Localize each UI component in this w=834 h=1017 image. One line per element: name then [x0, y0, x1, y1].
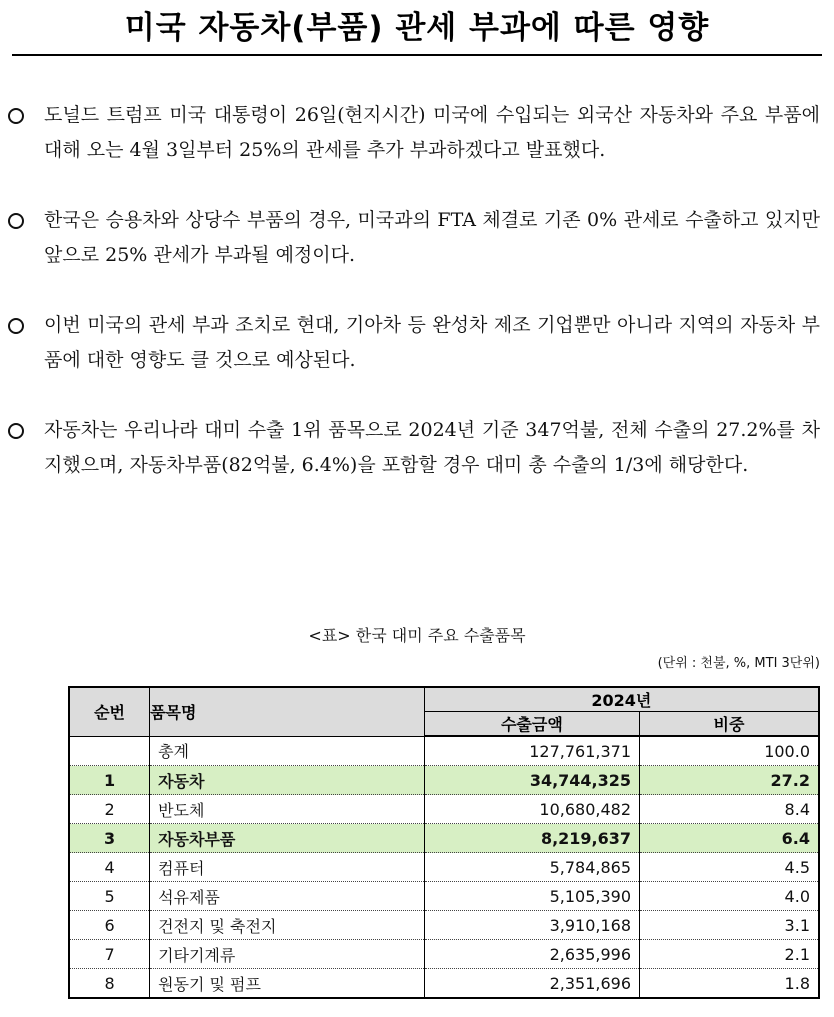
row-no: 2	[69, 795, 150, 824]
table-row	[69, 940, 819, 969]
row-share: 4.5	[640, 853, 819, 882]
bullet-item	[44, 98, 820, 168]
header-no: 순번	[69, 687, 150, 736]
row-item-name: 자동차부품	[150, 824, 425, 853]
row-share: 100.0	[640, 736, 819, 766]
row-item-name: 자동차	[150, 766, 425, 795]
row-export-amount: 2,351,696	[424, 969, 639, 999]
document-title: 미국 자동차(부품) 관세 부과에 따른 영향	[124, 10, 710, 46]
table-row	[69, 766, 819, 795]
row-export-amount: 3,910,168	[424, 911, 639, 940]
table-row	[69, 736, 819, 766]
hollow-circle-bullet-icon	[8, 423, 24, 439]
table-row	[69, 882, 819, 911]
header-year: 2024년	[424, 687, 819, 712]
row-share: 1.8	[640, 969, 819, 999]
table-unit-note: (단위 : 천불, %, MTI 3단위)	[657, 656, 820, 671]
row-share: 8.4	[640, 795, 819, 824]
hollow-circle-bullet-icon	[8, 213, 24, 229]
header-share: 비중	[640, 712, 819, 737]
row-item-name: 석유제품	[150, 882, 425, 911]
row-no: 5	[69, 882, 150, 911]
bullet-list	[0, 98, 834, 518]
row-no: 4	[69, 853, 150, 882]
title-underline	[12, 54, 822, 56]
export-items-table	[68, 686, 820, 999]
table-row	[69, 969, 819, 999]
row-share: 2.1	[640, 940, 819, 969]
row-share: 3.1	[640, 911, 819, 940]
row-export-amount: 10,680,482	[424, 795, 639, 824]
row-no: 8	[69, 969, 150, 999]
bullet-text: 도널드 트럼프 미국 대통령이 26일(현지시간) 미국에 수입되는 외국산 자동차와 주요 부품에 대해 오는 4월 3일부터 25%의 관세를 추가 부과하겠다고 발표했다.	[44, 104, 820, 161]
row-no: 6	[69, 911, 150, 940]
hollow-circle-bullet-icon	[8, 318, 24, 334]
bullet-item	[44, 413, 820, 483]
row-share: 6.4	[640, 824, 819, 853]
row-export-amount: 127,761,371	[424, 736, 639, 766]
row-item-name: 반도체	[150, 795, 425, 824]
row-share: 27.2	[640, 766, 819, 795]
bullet-item	[44, 308, 820, 378]
table-row	[69, 853, 819, 882]
row-export-amount: 2,635,996	[424, 940, 639, 969]
row-no: 3	[69, 824, 150, 853]
row-export-amount: 8,219,637	[424, 824, 639, 853]
row-no	[69, 736, 150, 766]
row-export-amount: 5,784,865	[424, 853, 639, 882]
row-no: 1	[69, 766, 150, 795]
row-no: 7	[69, 940, 150, 969]
row-share: 4.0	[640, 882, 819, 911]
row-export-amount: 5,105,390	[424, 882, 639, 911]
bullet-text: 한국은 승용차와 상당수 부품의 경우, 미국과의 FTA 체결로 기존 0% 관세로 수출하고 있지만 앞으로 25% 관세가 부과될 예정이다.	[44, 209, 820, 266]
table-body	[69, 736, 819, 998]
table-row	[69, 824, 819, 853]
bullet-text: 자동차는 우리나라 대미 수출 1위 품목으로 2024년 기준 347억불, 전체 수출의 27.2%를 차지했으며, 자동차부품(82억불, 6.4%)을 포함할 경우 대미 총 수출의 1/3에 해당한다.	[44, 419, 820, 476]
table-row	[69, 795, 819, 824]
row-item-name: 총계	[150, 736, 425, 766]
header-item-name: 품목명	[150, 687, 425, 736]
header-export-amount: 수출금액	[424, 712, 639, 737]
row-item-name: 건전지 및 축전지	[150, 911, 425, 940]
table-caption: <표> 한국 대미 주요 수출품목	[308, 626, 526, 645]
bullet-text: 이번 미국의 관세 부과 조치로 현대, 기아차 등 완성차 제조 기업뿐만 아니라 지역의 자동차 부품에 대한 영향도 클 것으로 예상된다.	[44, 314, 820, 371]
row-item-name: 기타기계류	[150, 940, 425, 969]
hollow-circle-bullet-icon	[8, 108, 24, 124]
row-export-amount: 34,744,325	[424, 766, 639, 795]
table-row	[69, 911, 819, 940]
row-item-name: 원동기 및 펌프	[150, 969, 425, 999]
bullet-item	[44, 203, 820, 273]
row-item-name: 컴퓨터	[150, 853, 425, 882]
